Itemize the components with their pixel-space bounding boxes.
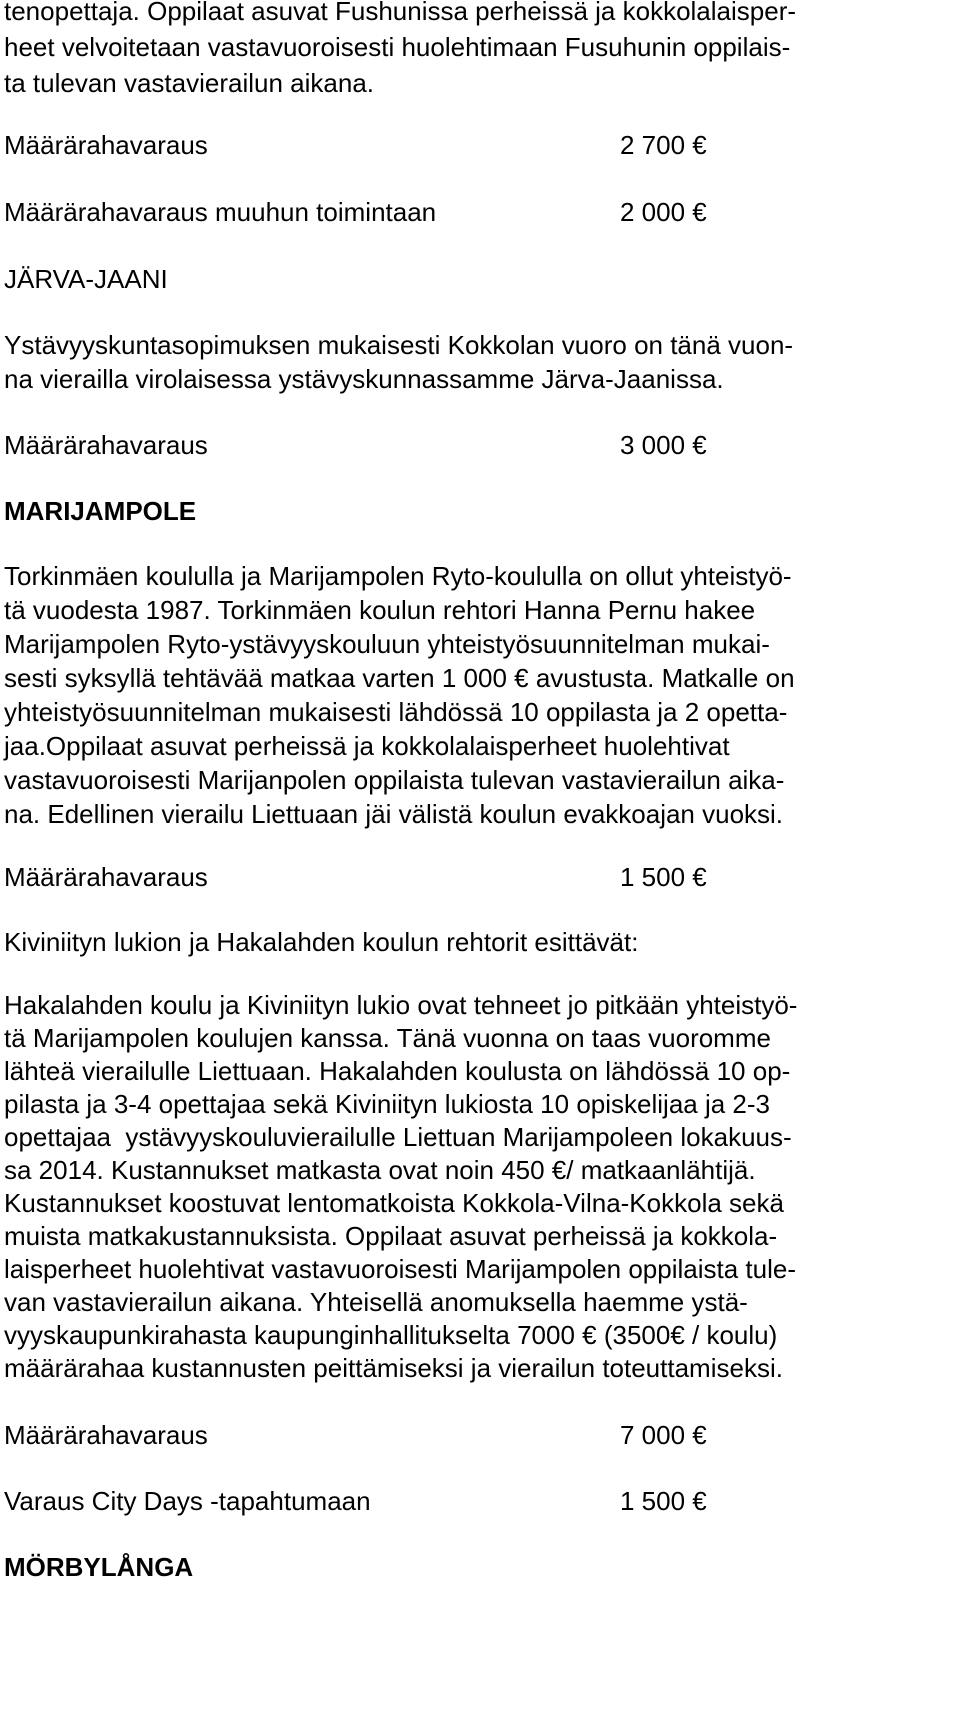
marijampole-budget-value: 1 500 € xyxy=(620,862,707,892)
fushun-budget-value-2: 2 000 € xyxy=(620,197,707,227)
marijampole-text-line-1: Torkinmäen koululla ja Marijampolen Ryto-koululla on ollut yhteistyö- xyxy=(4,561,792,591)
kiviniitty-intro: Kiviniityn lukion ja Hakalahden koulun rehtorit esittävät: xyxy=(4,927,639,957)
kiviniitty-text-line-1: Hakalahden koulu ja Kiviniityn lukio ovat tehneet jo pitkään yhteistyö- xyxy=(4,990,798,1020)
marijampole-heading: MARIJAMPOLE xyxy=(4,496,197,526)
fushun-budget-label-2: Määrärahavaraus muuhun toimintaan xyxy=(4,197,437,227)
intro-line-1: tenopettaja. Oppilaat asuvat Fushunissa perheissä ja kokkolalaisper- xyxy=(4,0,797,26)
kiviniitty-budget-value-1: 7 000 € xyxy=(620,1420,707,1450)
kiviniitty-budget-value-2: 1 500 € xyxy=(620,1486,707,1516)
kiviniitty-text-line-11: vyyskaupunkirahasta kaupunginhallitukselta 7000 € (3500€ / koulu) xyxy=(4,1320,778,1350)
jarva-heading: JÄRVA-JAANI xyxy=(4,264,168,294)
marijampole-text-line-4: sesti syksyllä tehtävää matkaa varten 1 000 € avustusta. Matkalle on xyxy=(4,663,795,693)
kiviniitty-text-line-8: muista matkakustannuksista. Oppilaat asuvat perheissä ja kokkola- xyxy=(4,1221,778,1251)
marijampole-text-line-5: yhteistyösuunnitelman mukaisesti lähdössä 10 oppilasta ja 2 opetta- xyxy=(4,697,788,727)
jarva-text-line-1: Ystävyyskuntasopimuksen mukaisesti Kokkolan vuoro on tänä vuon- xyxy=(4,330,794,360)
jarva-text-line-2: na vierailla virolaisessa ystävyskunnassamme Järva-Jaanissa. xyxy=(4,364,724,394)
marijampole-text-line-3: Marijampolen Ryto-ystävyyskouluun yhteistyösuunnitelman mukai- xyxy=(4,629,770,659)
intro-line-2: heet velvoitetaan vastavuoroisesti huolehtimaan Fusuhunin oppilais- xyxy=(4,32,791,62)
kiviniitty-text-line-6: sa 2014. Kustannukset matkasta ovat noin 450 €/ matkaanlähtijä. xyxy=(4,1155,756,1185)
intro-line-3: ta tulevan vastavierailun aikana. xyxy=(4,68,375,98)
marijampole-text-line-8: na. Edellinen vierailu Liettuaan jäi välistä koulun evakkoajan vuoksi. xyxy=(4,799,784,829)
kiviniitty-text-line-7: Kustannukset koostuvat lentomatkoista Kokkola-Vilna-Kokkola sekä xyxy=(4,1188,784,1218)
fushun-budget-value-1: 2 700 € xyxy=(620,130,707,160)
marijampole-budget-label: Määrärahavaraus xyxy=(4,862,208,892)
kiviniitty-budget-label-1: Määrärahavaraus xyxy=(4,1420,208,1450)
kiviniitty-text-line-4: pilasta ja 3-4 opettajaa sekä Kiviniityn lukiosta 10 opiskelijaa ja 2-3 xyxy=(4,1089,770,1119)
jarva-budget-label: Määrärahavaraus xyxy=(4,430,208,460)
marijampole-text-line-2: tä vuodesta 1987. Torkinmäen koulun rehtori Hanna Pernu hakee xyxy=(4,595,756,625)
kiviniitty-text-line-5: opettajaa ystävyyskouluvierailulle Liettuan Marijampoleen lokakuus- xyxy=(4,1122,792,1152)
kiviniitty-text-line-2: tä Marijampolen koulujen kanssa. Tänä vuonna on taas vuoromme xyxy=(4,1023,771,1053)
marijampole-text-line-6: jaa.Oppilaat asuvat perheissä ja kokkolalaisperheet huolehtivat xyxy=(4,731,730,761)
marijampole-text-line-7: vastavuoroisesti Marijanpolen oppilaista tulevan vastavierailun aika- xyxy=(4,765,785,795)
jarva-budget-value: 3 000 € xyxy=(620,430,707,460)
morbylanga-heading: MÖRBYLÅNGA xyxy=(4,1552,194,1582)
kiviniitty-text-line-3: lähteä vierailulle Liettuaan. Hakalahden koulusta on lähdössä 10 op- xyxy=(4,1056,791,1086)
kiviniitty-text-line-9: laisperheet huolehtivat vastavuoroisesti Marijampolen oppilaista tule- xyxy=(4,1254,796,1284)
kiviniitty-budget-label-2: Varaus City Days -tapahtumaan xyxy=(4,1486,371,1516)
fushun-budget-label-1: Määrärahavaraus xyxy=(4,130,208,160)
kiviniitty-text-line-12: määrärahaa kustannusten peittämiseksi ja vierailun toteuttamiseksi. xyxy=(4,1353,783,1383)
kiviniitty-text-line-10: van vastavierailun aikana. Yhteisellä anomuksella haemme ystä- xyxy=(4,1287,748,1317)
